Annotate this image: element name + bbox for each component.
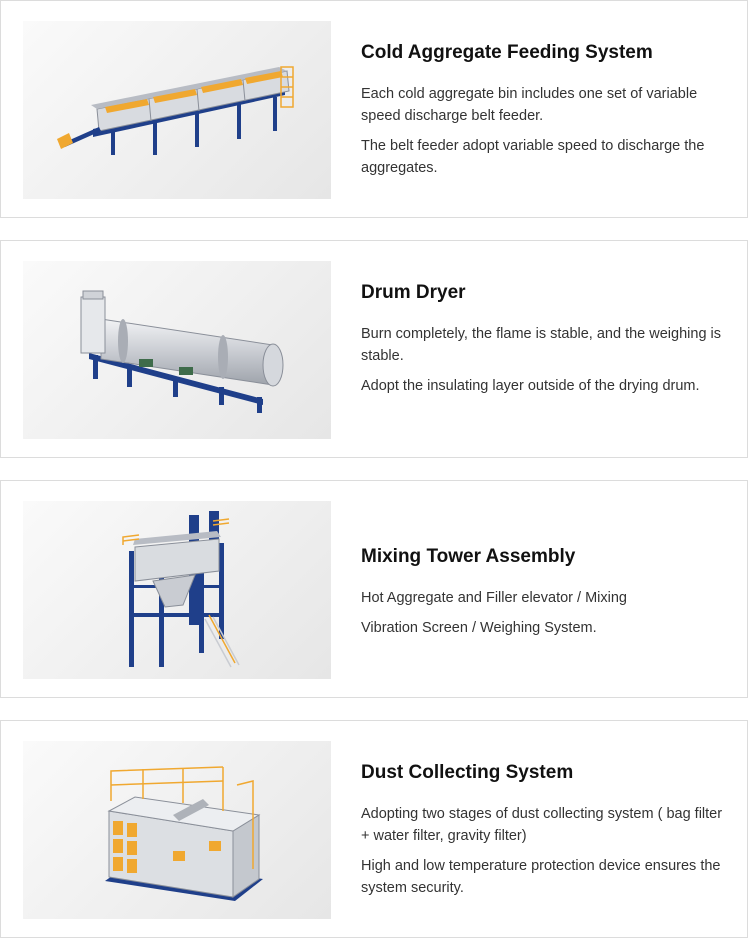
dust-collector-icon	[23, 741, 331, 919]
feature-card-drum-dryer	[0, 240, 748, 458]
feature-paragraph: Vibration Screen / Weighing System.	[361, 620, 597, 636]
drum-dryer-icon	[23, 261, 331, 439]
dust-collector-image	[23, 741, 331, 919]
cold-aggregate-feeder-image	[23, 21, 331, 199]
feature-paragraph: Hot Aggregate and Filler elevator / Mixing	[361, 590, 627, 606]
feature-paragraph: Adopting two stages of dust collecting system ( bag filter + water filter, gravity filter)	[361, 806, 723, 844]
feature-text	[361, 545, 727, 647]
feature-paragraph: High and low temperature protection device ensures the system security.	[361, 858, 721, 896]
feature-title: Drum Dryer	[361, 282, 466, 303]
feature-text	[361, 281, 727, 405]
feature-title: Mixing Tower Assembly	[361, 546, 576, 567]
mixing-tower-image	[23, 501, 331, 679]
feature-paragraph: Adopt the insulating layer outside of the drying drum.	[361, 378, 700, 394]
feature-title: Dust Collecting System	[361, 762, 574, 783]
mixing-tower-icon	[23, 501, 331, 679]
cold-aggregate-feeder-icon	[23, 21, 331, 199]
feature-text	[361, 41, 727, 187]
feature-paragraph: Burn completely, the flame is stable, and the weighing is stable.	[361, 326, 722, 364]
feature-card-cold-aggregate	[0, 0, 748, 218]
drum-dryer-image	[23, 261, 331, 439]
feature-title: Cold Aggregate Feeding System	[361, 42, 653, 63]
feature-text	[361, 761, 727, 907]
feature-paragraph: The belt feeder adopt variable speed to discharge the aggregates.	[361, 138, 705, 176]
feature-card-mixing-tower	[0, 480, 748, 698]
feature-paragraph: Each cold aggregate bin includes one set of variable speed discharge belt feeder.	[361, 86, 698, 124]
feature-card-dust-collecting	[0, 720, 748, 938]
